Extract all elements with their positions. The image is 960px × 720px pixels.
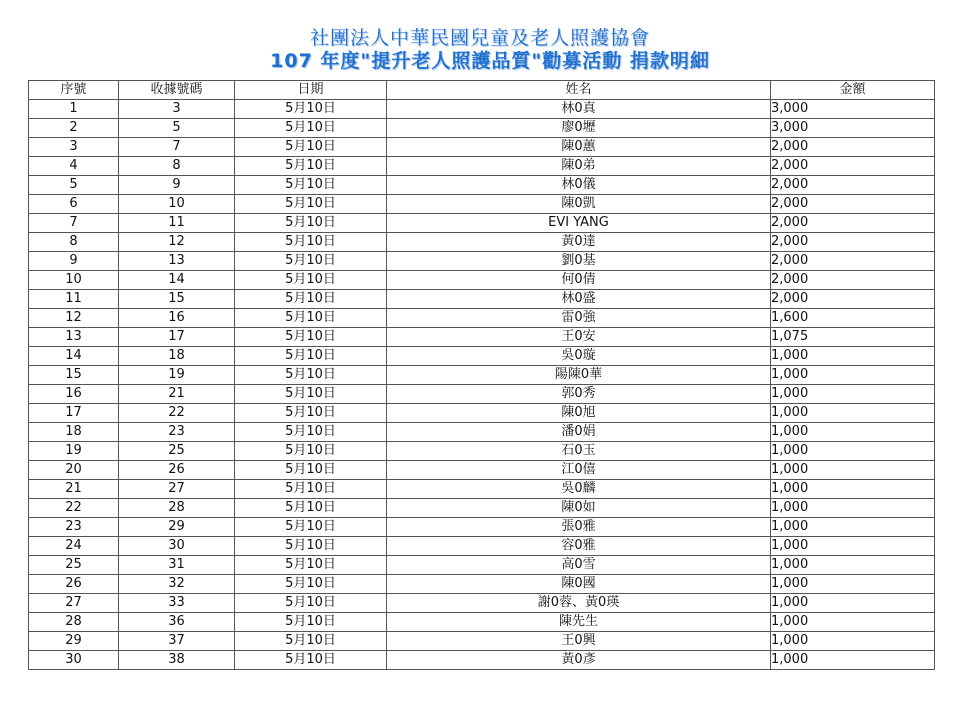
cell-receipt: 37: [119, 632, 235, 651]
cell-amount: 1,000: [771, 556, 935, 575]
cell-amount: 1,000: [771, 651, 935, 670]
cell-amount: 1,000: [771, 499, 935, 518]
table-row: [29, 442, 935, 461]
cell-name: 陳0弟: [387, 157, 771, 176]
cell-receipt: 10: [119, 195, 235, 214]
cell-seq: 18: [29, 423, 119, 442]
table-row: [29, 404, 935, 423]
cell-name: 陳0蕙: [387, 138, 771, 157]
cell-date: 5月10日: [235, 195, 387, 214]
cell-date: 5月10日: [235, 271, 387, 290]
table-row: [29, 613, 935, 632]
document-header: [0, 26, 960, 73]
cell-amount: 1,000: [771, 575, 935, 594]
cell-amount: 2,000: [771, 176, 935, 195]
cell-receipt: 16: [119, 309, 235, 328]
table-row: [29, 385, 935, 404]
cell-date: 5月10日: [235, 138, 387, 157]
cell-seq: 14: [29, 347, 119, 366]
cell-name: 吳0麟: [387, 480, 771, 499]
table-row: [29, 100, 935, 119]
table-row: [29, 214, 935, 233]
cell-date: 5月10日: [235, 290, 387, 309]
cell-name: 王0安: [387, 328, 771, 347]
cell-date: 5月10日: [235, 423, 387, 442]
cell-receipt: 28: [119, 499, 235, 518]
table-row: [29, 176, 935, 195]
cell-amount: 2,000: [771, 214, 935, 233]
cell-date: 5月10日: [235, 480, 387, 499]
report-title: 107 年度"提升老人照護品質"勸募活動 捐款明細: [270, 50, 710, 72]
cell-seq: 9: [29, 252, 119, 271]
table-row: [29, 290, 935, 309]
cell-name: 高0雪: [387, 556, 771, 575]
cell-seq: 21: [29, 480, 119, 499]
table-row: [29, 138, 935, 157]
table-row: [29, 537, 935, 556]
cell-seq: 2: [29, 119, 119, 138]
header-amount: 金額: [771, 81, 935, 100]
table-header-row: [29, 81, 935, 100]
table-row: [29, 157, 935, 176]
cell-name: 林0儀: [387, 176, 771, 195]
cell-name: 容0雅: [387, 537, 771, 556]
cell-seq: 16: [29, 385, 119, 404]
cell-receipt: 17: [119, 328, 235, 347]
table-row: [29, 423, 935, 442]
cell-receipt: 33: [119, 594, 235, 613]
cell-date: 5月10日: [235, 404, 387, 423]
cell-amount: 1,000: [771, 461, 935, 480]
cell-name: 陳0如: [387, 499, 771, 518]
cell-name: EVI YANG: [387, 214, 771, 233]
cell-seq: 15: [29, 366, 119, 385]
table-row: [29, 252, 935, 271]
cell-receipt: 13: [119, 252, 235, 271]
cell-amount: 1,000: [771, 518, 935, 537]
cell-date: 5月10日: [235, 252, 387, 271]
cell-seq: 13: [29, 328, 119, 347]
cell-receipt: 36: [119, 613, 235, 632]
cell-seq: 3: [29, 138, 119, 157]
cell-date: 5月10日: [235, 537, 387, 556]
table-row: [29, 461, 935, 480]
cell-name: 劉0基: [387, 252, 771, 271]
cell-name: 陳先生: [387, 613, 771, 632]
table-row: [29, 347, 935, 366]
cell-name: 石0玉: [387, 442, 771, 461]
cell-date: 5月10日: [235, 233, 387, 252]
cell-date: 5月10日: [235, 499, 387, 518]
cell-seq: 6: [29, 195, 119, 214]
cell-amount: 2,000: [771, 195, 935, 214]
cell-amount: 1,000: [771, 423, 935, 442]
cell-date: 5月10日: [235, 347, 387, 366]
cell-receipt: 15: [119, 290, 235, 309]
header-seq: 序號: [29, 81, 119, 100]
cell-receipt: 27: [119, 480, 235, 499]
cell-seq: 25: [29, 556, 119, 575]
cell-name: 林0盛: [387, 290, 771, 309]
cell-receipt: 11: [119, 214, 235, 233]
cell-date: 5月10日: [235, 613, 387, 632]
cell-name: 潘0娟: [387, 423, 771, 442]
cell-date: 5月10日: [235, 176, 387, 195]
cell-seq: 7: [29, 214, 119, 233]
cell-amount: 2,000: [771, 157, 935, 176]
cell-amount: 1,000: [771, 385, 935, 404]
cell-receipt: 32: [119, 575, 235, 594]
cell-name: 江0僖: [387, 461, 771, 480]
table-row: [29, 328, 935, 347]
cell-date: 5月10日: [235, 100, 387, 119]
cell-amount: 1,000: [771, 613, 935, 632]
cell-seq: 1: [29, 100, 119, 119]
header-name: 姓名: [387, 81, 771, 100]
cell-receipt: 18: [119, 347, 235, 366]
table-row: [29, 575, 935, 594]
cell-amount: 2,000: [771, 271, 935, 290]
cell-amount: 2,000: [771, 290, 935, 309]
table-row: [29, 309, 935, 328]
cell-receipt: 3: [119, 100, 235, 119]
cell-name: 郭0秀: [387, 385, 771, 404]
table-row: [29, 119, 935, 138]
cell-seq: 4: [29, 157, 119, 176]
cell-seq: 17: [29, 404, 119, 423]
cell-receipt: 22: [119, 404, 235, 423]
cell-seq: 12: [29, 309, 119, 328]
cell-receipt: 23: [119, 423, 235, 442]
cell-date: 5月10日: [235, 461, 387, 480]
cell-name: 雷0強: [387, 309, 771, 328]
cell-seq: 23: [29, 518, 119, 537]
cell-name: 吳0璇: [387, 347, 771, 366]
cell-name: 廖0壢: [387, 119, 771, 138]
cell-date: 5月10日: [235, 632, 387, 651]
cell-name: 張0雅: [387, 518, 771, 537]
cell-seq: 26: [29, 575, 119, 594]
cell-amount: 1,000: [771, 480, 935, 499]
cell-amount: 1,000: [771, 442, 935, 461]
cell-amount: 1,000: [771, 537, 935, 556]
table-row: [29, 651, 935, 670]
cell-date: 5月10日: [235, 556, 387, 575]
cell-amount: 1,075: [771, 328, 935, 347]
cell-name: 陳0旭: [387, 404, 771, 423]
cell-name: 陳0凱: [387, 195, 771, 214]
organization-title: 社團法人中華民國兒童及老人照護協會: [309, 27, 650, 49]
table-row: [29, 480, 935, 499]
cell-receipt: 19: [119, 366, 235, 385]
cell-receipt: 38: [119, 651, 235, 670]
cell-receipt: 9: [119, 176, 235, 195]
cell-receipt: 31: [119, 556, 235, 575]
cell-receipt: 12: [119, 233, 235, 252]
cell-name: 王0興: [387, 632, 771, 651]
cell-seq: 27: [29, 594, 119, 613]
cell-receipt: 14: [119, 271, 235, 290]
donation-table: [28, 80, 935, 670]
table-row: [29, 632, 935, 651]
table-row: [29, 594, 935, 613]
cell-date: 5月10日: [235, 442, 387, 461]
cell-name: 黃0達: [387, 233, 771, 252]
cell-seq: 19: [29, 442, 119, 461]
cell-date: 5月10日: [235, 385, 387, 404]
table-row: [29, 271, 935, 290]
cell-seq: 5: [29, 176, 119, 195]
table-row: [29, 556, 935, 575]
cell-date: 5月10日: [235, 309, 387, 328]
cell-receipt: 30: [119, 537, 235, 556]
cell-amount: 1,000: [771, 594, 935, 613]
cell-name: 陽陳0華: [387, 366, 771, 385]
cell-amount: 2,000: [771, 233, 935, 252]
cell-amount: 3,000: [771, 100, 935, 119]
cell-amount: 2,000: [771, 138, 935, 157]
cell-date: 5月10日: [235, 328, 387, 347]
cell-receipt: 26: [119, 461, 235, 480]
table-body: [29, 100, 935, 670]
table-row: [29, 366, 935, 385]
cell-receipt: 29: [119, 518, 235, 537]
cell-seq: 24: [29, 537, 119, 556]
cell-receipt: 21: [119, 385, 235, 404]
cell-date: 5月10日: [235, 119, 387, 138]
cell-date: 5月10日: [235, 518, 387, 537]
cell-amount: 2,000: [771, 252, 935, 271]
table-row: [29, 233, 935, 252]
cell-amount: 1,600: [771, 309, 935, 328]
cell-name: 黃0彥: [387, 651, 771, 670]
cell-receipt: 8: [119, 157, 235, 176]
cell-name: 陳0國: [387, 575, 771, 594]
cell-name: 何0倩: [387, 271, 771, 290]
cell-seq: 22: [29, 499, 119, 518]
cell-receipt: 25: [119, 442, 235, 461]
cell-name: 謝0蓉、黃0瑛: [387, 594, 771, 613]
cell-amount: 3,000: [771, 119, 935, 138]
table-row: [29, 499, 935, 518]
cell-name: 林0真: [387, 100, 771, 119]
cell-seq: 20: [29, 461, 119, 480]
header-date: 日期: [235, 81, 387, 100]
cell-amount: 1,000: [771, 404, 935, 423]
cell-date: 5月10日: [235, 366, 387, 385]
cell-seq: 11: [29, 290, 119, 309]
cell-seq: 8: [29, 233, 119, 252]
cell-amount: 1,000: [771, 366, 935, 385]
header-receipt: 收據號碼: [119, 81, 235, 100]
cell-date: 5月10日: [235, 594, 387, 613]
cell-amount: 1,000: [771, 347, 935, 366]
cell-seq: 10: [29, 271, 119, 290]
cell-amount: 1,000: [771, 632, 935, 651]
cell-seq: 28: [29, 613, 119, 632]
cell-date: 5月10日: [235, 214, 387, 233]
table-row: [29, 518, 935, 537]
table-row: [29, 195, 935, 214]
cell-seq: 29: [29, 632, 119, 651]
cell-date: 5月10日: [235, 157, 387, 176]
cell-receipt: 7: [119, 138, 235, 157]
cell-seq: 30: [29, 651, 119, 670]
cell-date: 5月10日: [235, 651, 387, 670]
cell-receipt: 5: [119, 119, 235, 138]
cell-date: 5月10日: [235, 575, 387, 594]
